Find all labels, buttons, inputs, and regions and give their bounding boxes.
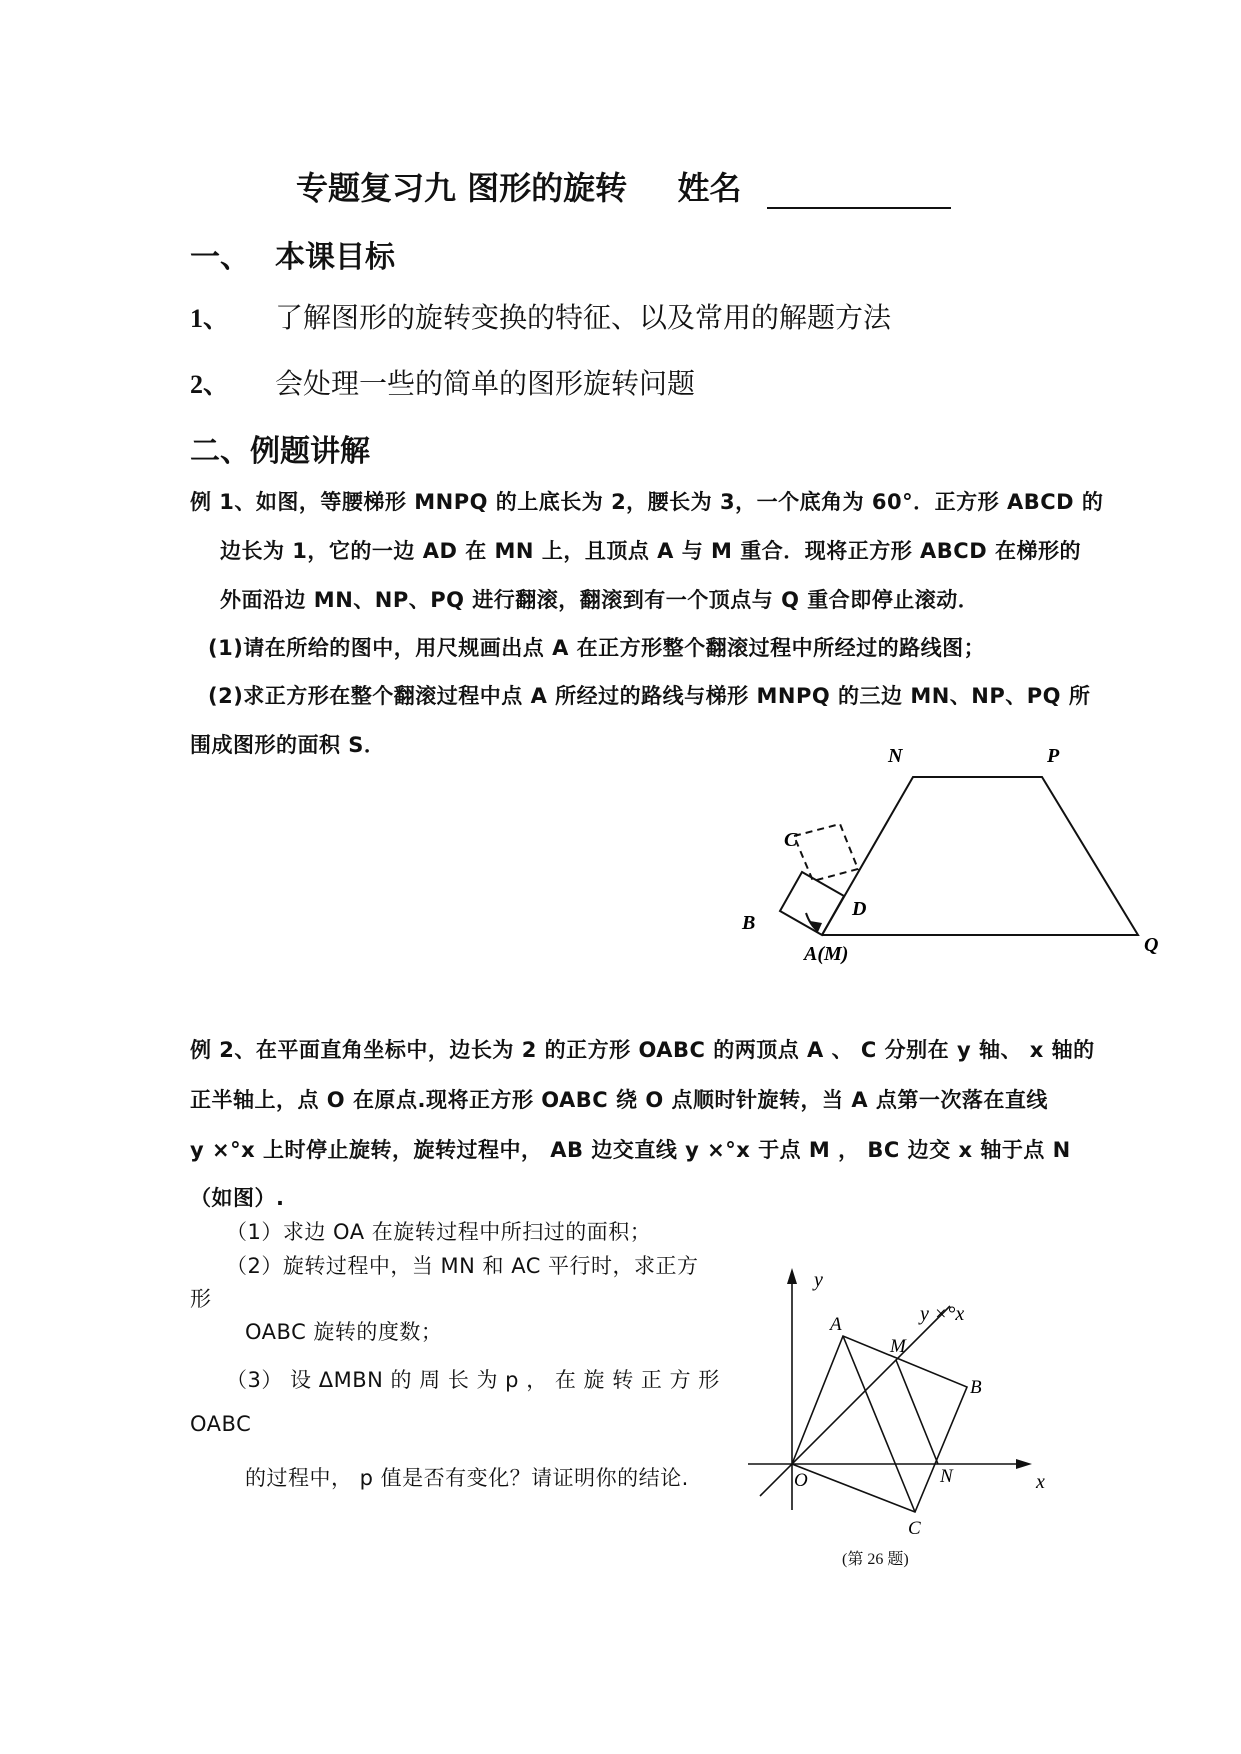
trapezoid-mnpq [822,777,1138,935]
section1-marker: 一、 [190,240,250,275]
label-n: N [888,745,903,767]
label-c2: C [908,1518,921,1539]
example2-line-1: 例 2、在平面直角坐标中，边长为 2 的正方形 OABC 的两顶点 A 、 C 分别在 y 轴、 x 轴的 [190,1038,1095,1062]
diagonal-ac [843,1336,915,1512]
example1-line-3: 外面沿边 MN、NP、PQ 进行翻滚，翻滚到有一个顶点与 Q 重合即停止滚动． [220,588,980,612]
example1-question-2: (2)求正方形在整个翻滚过程中点 A 所经过的路线与梯形 MNPQ 的三边 MN、NP、PQ 所 [208,684,1091,708]
label-line: y ×°x [920,1303,965,1325]
goal-2-text: 会处理一些的简单的图形旋转问题 [275,367,696,400]
example2-question-3-wrap: OABC [190,1412,252,1436]
example1-line-2: 边长为 1，它的一边 AD 在 MN 上，且顶点 A 与 M 重合．现将正方形 ABCD 在梯形的 [220,539,1081,563]
figure-caption: (第 26 题) [842,1551,909,1568]
example2-question-2-wrap: 形 [190,1287,212,1311]
label-am: A(M) [804,943,849,965]
example2-question-2-cont: OABC 旋转的度数； [245,1320,443,1344]
page-title [296,163,951,209]
example2-question-2: （2）旋转过程中，当 MN 和 AC 平行时，求正方 [226,1254,699,1278]
label-b2: B [970,1377,982,1398]
line-y-equals-x [760,1306,950,1496]
example2-question-3: （3） 设 ΔMBN 的 周 长 为 p ， 在 旋 转 正 方 形 [226,1368,720,1392]
name-label: 姓名 [677,169,742,207]
label-x: x [1036,1471,1045,1493]
title-text: 专题复习九 图形的旋转 [296,169,628,207]
segment-mn [896,1360,938,1464]
example1-line-1: 例 1、如图，等腰梯形 MNPQ 的上底长为 2，腰长为 3，一个底角为 60°．正方形 ABCD 的 [190,490,1104,514]
example2-line-2: 正半轴上，点 O 在原点.现将正方形 OABC 绕 O 点顺时针旋转，当 A 点第一次落在直线 [190,1088,1048,1112]
example1-question-1: (1)请在所给的图中，用尺规画出点 A 在正方形整个翻滚过程中所经过的路线图； [208,636,986,660]
section2-heading: 二、例题讲解 [190,434,370,469]
example2-line-4: （如图）. [190,1186,285,1210]
label-m: M [890,1336,906,1357]
rotation-figure [740,1250,1070,1540]
y-axis-arrow-icon [787,1268,797,1284]
example2-question-1: （1）求边 OA 在旋转过程中所扫过的面积； [226,1220,652,1244]
label-a: A [830,1314,842,1335]
label-o: O [794,1470,808,1491]
example2-line-3: y ×°x 上时停止旋转，旋转过程中， AB 边交直线 y ×°x 于点 M ， BC 边交 x 轴于点 N [190,1138,1071,1162]
label-y: y [814,1269,823,1291]
section1-heading: 本课目标 [275,240,395,275]
goal-1-number: 1、 [190,304,230,333]
example2-question-3-cont: 的过程中， p 值是否有变化？请证明你的结论. [245,1466,689,1490]
label-q: Q [1144,934,1159,956]
label-d: D [852,898,867,920]
goal-1-text: 了解图形的旋转变换的特征、以及常用的解题方法 [275,301,892,334]
label-b: B [742,912,756,934]
example1-question-2-cont: 围成图形的面积 S． [190,733,386,757]
label-n2: N [940,1466,953,1487]
trapezoid-figure [730,745,1180,980]
x-axis-arrow-icon [1016,1459,1032,1469]
goal-2-number: 2、 [190,370,230,399]
name-blank [767,177,951,209]
label-p: P [1047,745,1060,767]
label-c: C [784,829,798,851]
